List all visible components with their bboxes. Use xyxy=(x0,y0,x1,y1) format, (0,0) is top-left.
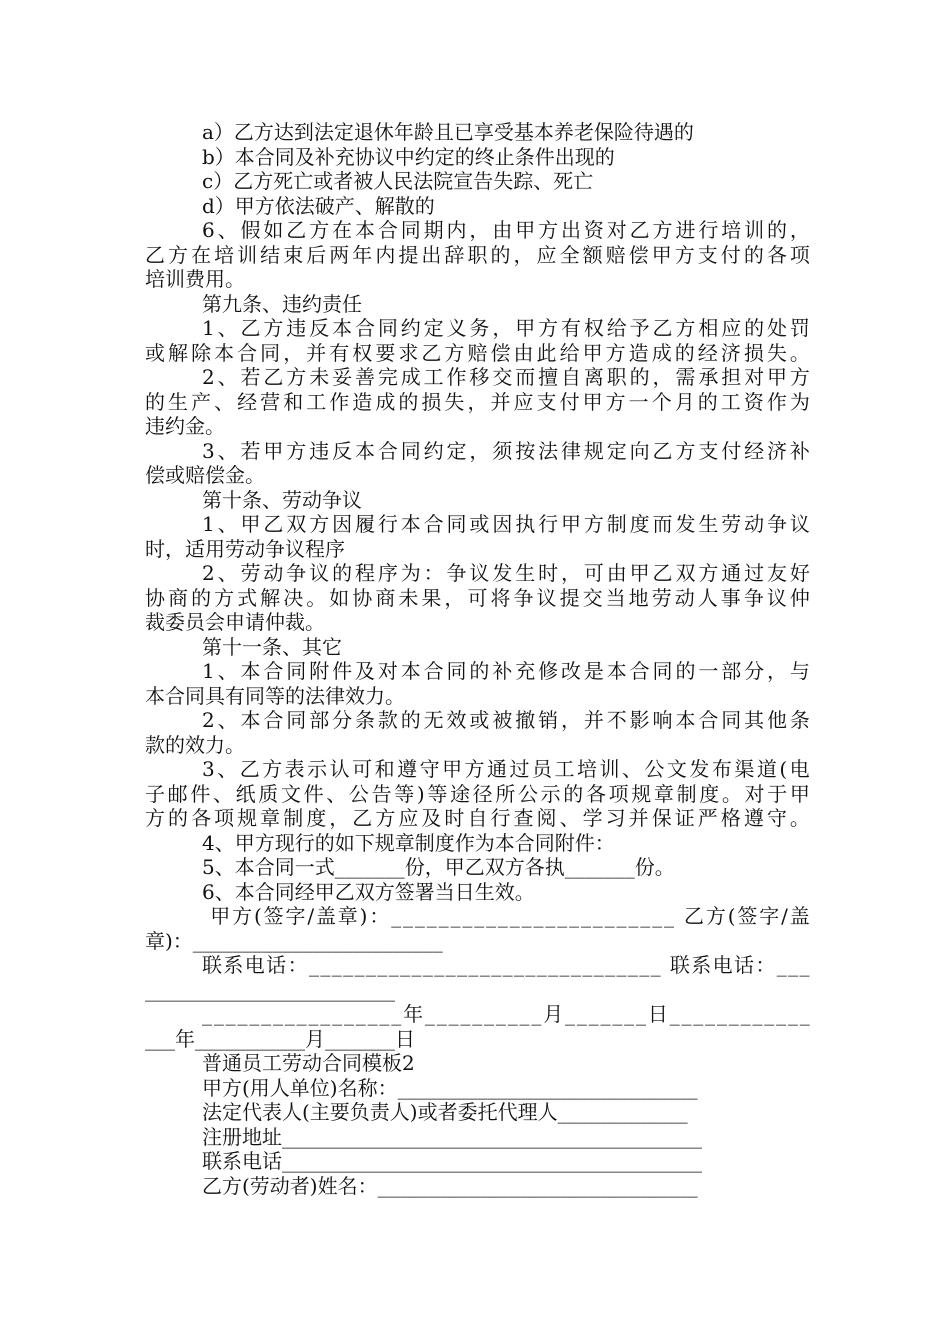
document-line: 普通员工劳动合同模板2 xyxy=(202,1051,415,1075)
document-line: _ _ _ _ _ _ _ _ _ _ _ _ _ _ _ _ _ 年 _ _ _ _ _ _ _ _ _ _ 月 _ _ _ _ _ _ _ 日 _ _ _ _ _ _ _ _ _ _ _ _ xyxy=(202,1002,810,1026)
document-line: 裁委员会申请仲裁。 xyxy=(145,610,325,634)
document-line: d）甲方依法破产、解散的 xyxy=(202,193,435,218)
document-line: 或 解 除 本 合 同 ， 并 有 权 要 求 乙 方 赔 偿 由 此 给 甲 方 造 成 的 经 济 损 失 。 xyxy=(145,340,810,365)
document-line: b）本合同及补充协议中约定的终止条件出现的 xyxy=(202,144,615,169)
document-page xyxy=(145,120,810,1198)
document-line: 本合同具有同等的法律效力。 xyxy=(145,683,405,708)
document-line: 甲方(用人单位)名称：______________________________ xyxy=(202,1075,698,1100)
document-line: 注册地址__________________________________________ xyxy=(202,1124,702,1149)
document-line: 3 、 若 甲 方 违 反 本 合 同 约 定 ， 须 按 法 律 规 定 向 乙 方 支 付 经 济 补 xyxy=(202,438,810,463)
document-line: 2 、 若 乙 方 未 妥 善 完 成 工 作 移 交 而 擅 自 离 职 的 ， 需 承 担 对 甲 方 xyxy=(202,365,810,389)
document-line: 第十一条、其它 xyxy=(202,634,342,659)
document-line: 1 、 甲 乙 双 方 因 履 行 本 合 同 或 因 执 行 甲 方 制 度 而 发 生 劳 动 争 议 xyxy=(202,512,810,536)
document-line: 2 、 劳 动 争 议 的 程 序 为 ： 争 议 发 生 时 ， 可 由 甲 乙 双 方 通 过 友 好 xyxy=(202,561,810,585)
document-line: 联系电话__________________________________________ xyxy=(202,1149,702,1173)
document-line: 违约金。 xyxy=(145,414,225,438)
document-line: 6 、 假 如 乙 方 在 本 合 同 期 内 ， 由 甲 方 出 资 对 乙 方 进 行 培 训 的 ， xyxy=(202,218,810,242)
document-line: 乙 方 在 培 训 结 束 后 两 年 内 提 出 辞 职 的 ， 应 全 额 赔 偿 甲 方 支 付 的 各 项 xyxy=(145,242,810,267)
document-line: 4、甲方现行的如下规章制度作为本合同附件： xyxy=(202,830,615,855)
document-line: 培训费用。 xyxy=(145,267,245,291)
document-line: a）乙方达到法定退休年龄且已享受基本养老保险待遇的 xyxy=(202,120,694,144)
document-line: 1 、 乙 方 违 反 本 合 同 约 定 义 务 ， 甲 方 有 权 给 予 乙 方 相 应 的 处 罚 xyxy=(202,316,810,340)
document-line: 时，适用劳动争议程序 xyxy=(145,536,345,561)
document-line: 法定代表人(主要负责人)或者委托代理人_____________ xyxy=(202,1100,688,1124)
document-line: 章)：_________________________ xyxy=(145,928,443,953)
document-line: 5、本合同一式_______份，甲乙双方各执_______份。 xyxy=(202,855,675,879)
document-line: ___年___________月_______日 xyxy=(145,1026,415,1051)
document-line: 协 商 的 方 式 解 决 。 如 协 商 未 果 ， 可 将 争 议 提 交 当 地 劳 动 人 事 争 议 仲 xyxy=(145,585,810,610)
document-line: 款的效力。 xyxy=(145,732,245,757)
document-line: _________________________ xyxy=(145,977,395,1002)
document-line: 第十条、劳动争议 xyxy=(202,487,362,512)
document-line: 2 、 本 合 同 部 分 条 款 的 无 效 或 被 撤 销 ， 并 不 影 响 本 合 同 其 他 条 xyxy=(202,708,810,732)
document-line: 子 邮 件 、 纸 质 文 件 、 公 告 等 ) 等 途 径 所 公 示 的 各 项 规 章 制 度 。 对 于 甲 xyxy=(145,781,810,806)
document-line: 方 的 各 项 规 章 制 度 ， 乙 方 应 及 时 自 行 查 阅 、 学 习 并 保 证 严 格 遵 守 。 xyxy=(145,806,810,830)
document-line: 1 、 本 合 同 附 件 及 对 本 合 同 的 补 充 修 改 是 本 合 同 的 一 部 分 ， 与 xyxy=(202,659,810,683)
document-line: 第九条、违约责任 xyxy=(202,291,362,316)
document-line: 6、本合同经甲乙双方签署当日生效。 xyxy=(202,879,535,904)
document-line: 3 、 乙 方 表 示 认 可 和 遵 守 甲 方 通 过 员 工 培 训 、 公 文 发 布 渠 道 ( 电 xyxy=(202,757,810,781)
document-line: 联 系 电 话 ： _ _ _ _ _ _ _ _ _ _ _ _ _ _ _ _ _ _ _ _ _ _ _ _ _ _ _ _ _ _ _ 联 系 电 话 ： _ _ _ xyxy=(202,953,810,977)
document-line: 乙方(劳动者)姓名：________________________________ xyxy=(202,1173,698,1198)
document-line: c）乙方死亡或者被人民法院宣告失踪、死亡 xyxy=(202,169,594,193)
document-line: 甲 方 ( 签 字 / 盖 章 ) ： _ _ _ _ _ _ _ _ _ _ _ _ _ _ _ _ _ _ _ _ _ _ _ _ 乙 方 ( 签 字 / 盖 xyxy=(210,904,810,928)
document-line: 的 生 产 、 经 营 和 工 作 造 成 的 损 失 ， 并 应 支 付 甲 方 一 个 月 的 工 资 作 为 xyxy=(145,389,810,414)
document-line: 偿或赔偿金。 xyxy=(145,463,265,487)
